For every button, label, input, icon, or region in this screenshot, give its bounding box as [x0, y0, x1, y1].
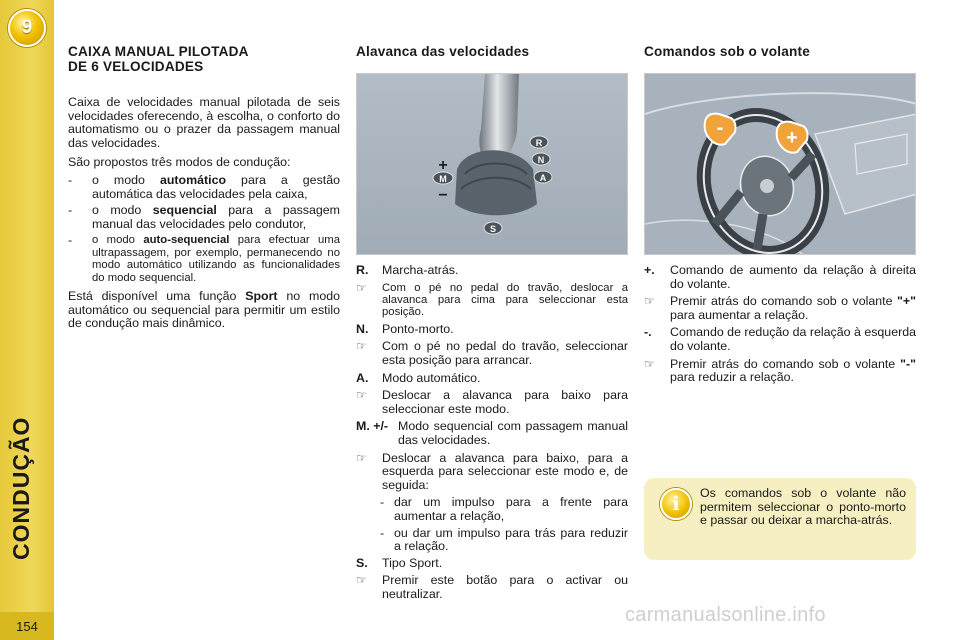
column-gear-lever: [356, 44, 628, 606]
mode-sequential: sequencial: [152, 203, 217, 218]
gate-label-n: [532, 153, 550, 165]
column-intro: [68, 44, 340, 331]
svg-text:R: R: [535, 138, 543, 148]
gate-label-a: [534, 171, 552, 183]
gear-positions-list: [356, 264, 628, 602]
gear-lever-photo: [356, 73, 628, 255]
list-item: - o modo sequencial para a passagem manual das velocidades pelo condutor,: [68, 203, 340, 231]
mode-automatic: automático: [159, 172, 227, 187]
sport-paragraph: Está disponível uma função Sport no modo automático ou sequencial para permitir um estilo de condução mais dinâmico.: [68, 288, 340, 331]
title-line-1: CAIXA MANUAL PILOTADA: [68, 44, 249, 59]
page-number: 154: [0, 612, 54, 640]
list-item: ☞ Com o pé no pedal do travão, deslocar a alavanca para cima para seleccionar esta posição.: [356, 280, 628, 319]
modes-intro: São propostos três modos de condução:: [68, 155, 291, 170]
list-item: - o modo auto-sequencial para efectuar uma ultrapassagem, por exemplo, permanecendo no modo automático utilizando as funcionalidades do modo sequencial.: [68, 233, 340, 284]
svg-text:S: S: [489, 224, 497, 234]
list-item: -. Comando de redução da relação à esquerda do volante.: [644, 325, 916, 353]
list-item: - ou dar um impulso para trás para reduzir a relação.: [380, 525, 628, 554]
list-item: ☞ Deslocar a alavanca para baixo, para a esquerda para seleccionar este modo e, de seguida:: [356, 450, 628, 492]
column-steering-controls: [644, 44, 916, 389]
steering-wheel-illustration: [644, 73, 916, 255]
list-item: +. Comando de aumento da relação à direita do volante.: [644, 263, 916, 291]
svg-text:A: A: [539, 173, 547, 183]
watermark: carmanualsonline.info: [625, 604, 826, 626]
mode-auto-sequential: auto-sequencial: [143, 234, 230, 247]
svg-text:N: N: [537, 155, 545, 165]
list-item: ☞ Com o pé no pedal do travão, seleccionar esta posição para arrancar.: [356, 339, 628, 367]
gate-label-plus: +: [438, 157, 448, 174]
list-item: ☞ Premir atrás do comando sob o volante "+" para aumentar a relação.: [644, 294, 916, 322]
info-icon: i: [660, 488, 692, 520]
svg-text:M: M: [439, 174, 447, 184]
svg-text:+: +: [786, 127, 798, 149]
section-title-gearbox: [68, 44, 340, 74]
list-item: S. Tipo Sport.: [356, 555, 443, 570]
list-item: A. Modo automático.: [356, 370, 481, 385]
gate-label-s: [484, 222, 502, 234]
modes-list: [68, 174, 340, 284]
sport-keyword: Sport: [245, 288, 278, 303]
chapter-number: 9: [21, 17, 33, 38]
info-note: [644, 478, 916, 560]
chapter-number-badge: [8, 9, 46, 47]
pointing-hand-icon: ☞: [356, 450, 367, 465]
list-item: ☞ Deslocar a alavanca para baixo para seleccionar este modo.: [356, 388, 628, 416]
gate-label-r: [530, 136, 548, 148]
section-title-steering-controls: Comandos sob o volante: [644, 44, 811, 59]
pointing-hand-icon: ☞: [356, 280, 367, 295]
info-note-text: Os comandos sob o volante não permitem seleccionar o ponto-morto e passar ou deixar a marcha-atrás.: [700, 486, 906, 528]
chapter-sidebar: [0, 0, 54, 640]
pointing-hand-icon: ☞: [644, 356, 655, 371]
intro-paragraph: Caixa de velocidades manual pilotada de seis velocidades oferecendo, à escolha, o conforto do automatismo ou o prazer da passagem manual das velocidades.: [68, 95, 340, 150]
gate-label-minus: −: [438, 187, 448, 204]
list-item: - dar um impulso para a frente para aumentar a relação,: [380, 495, 628, 523]
list-item: ☞ Premir atrás do comando sob o volante "-" para reduzir a relação.: [644, 356, 916, 385]
pointing-hand-icon: ☞: [356, 339, 367, 354]
list-item: R. Marcha-atrás.: [356, 263, 459, 277]
list-item: N. Ponto-morto.: [356, 321, 454, 336]
steering-controls-list: [644, 264, 916, 385]
list-item: ☞ Premir este botão para o activar ou neutralizar.: [356, 573, 628, 601]
list-item: - o modo automático para a gestão automática das velocidades pela caixa,: [68, 172, 340, 201]
pointing-hand-icon: ☞: [356, 388, 367, 403]
list-item: M. +/- Modo sequencial com passagem manual das velocidades.: [356, 419, 628, 447]
pointing-hand-icon: ☞: [356, 573, 367, 588]
chapter-title: CONDUÇÃO: [8, 416, 34, 560]
svg-text:-: -: [716, 117, 724, 139]
pointing-hand-icon: ☞: [644, 294, 655, 309]
section-title-gear-lever: Alavanca das velocidades: [356, 44, 530, 59]
title-line-2: DE 6 VELOCIDADES: [68, 59, 204, 74]
